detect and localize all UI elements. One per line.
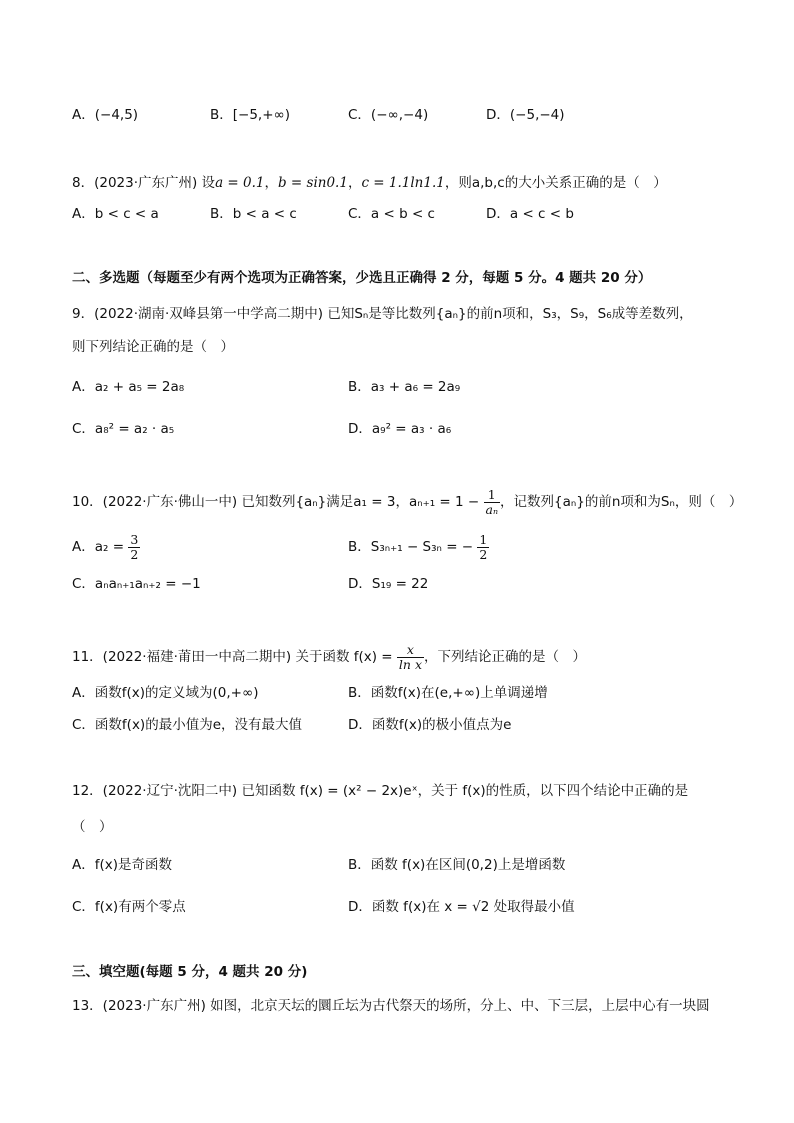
q8-stem: 8．(2023·广东广州) 设a = 0.1，b = sin0.1，c = 1.1ln1.1，则a,b,c的大小关系正确的是（ ）	[72, 175, 667, 191]
q10-option-b	[348, 530, 489, 564]
q9-option-b: B．a₃ + a₆ = 2a₉	[348, 379, 461, 395]
q10-stem	[72, 485, 742, 519]
q10-option-b-fraction	[477, 533, 489, 562]
q12-option-a: A．f(x)是奇函数	[72, 857, 173, 873]
q10-frac-num: 1	[484, 488, 501, 503]
q9-option-a: A．a₂ + a₅ = 2a₈	[72, 379, 185, 395]
q10-stem-prefix: 10．(2022·广东·佛山一中) 已知数列{aₙ}满足a₁ = 3，aₙ₊₁ = 1 −	[72, 494, 480, 510]
q12-option-d: D．函数 f(x)在 x = √2 处取得最小值	[348, 899, 575, 915]
q8-option-b: B．b < a < c	[210, 206, 297, 222]
q9-stem-line2: 则下列结论正确的是（ ）	[72, 339, 234, 355]
q7-option-d: D．(−5,−4)	[486, 107, 565, 123]
q8-stem-prefix: 8．(2023·广东广州) 设	[72, 175, 216, 191]
q11-stem-suffix: ，下列结论正确的是（ ）	[424, 649, 586, 665]
q12-option-c: C．f(x)有两个零点	[72, 899, 186, 915]
q10-stem-suffix: ，记数列{aₙ}的前n项和为Sₙ，则（ ）	[500, 494, 743, 510]
q10-option-a-den: 2	[130, 546, 139, 562]
section-3-title: 三、填空题(每题 5 分，4 题共 20 分)	[72, 964, 308, 980]
q11-option-a: A．函数f(x)的定义域为(0,+∞)	[72, 685, 259, 701]
q10-option-b-num: 1	[479, 531, 488, 547]
q12-stem-line1: 12．(2022·辽宁·沈阳二中) 已知函数 f(x) = (x² − 2x)eˣ，关于 f(x)的性质，以下四个结论中正确的是	[72, 783, 689, 799]
q11-stem	[72, 640, 586, 674]
q10-option-a-num: 3	[130, 531, 139, 547]
q8-option-a: A．b < c < a	[72, 206, 159, 222]
q10-option-a-prefix: A．a₂ =	[72, 539, 125, 555]
q10-option-c: C．aₙaₙ₊₁aₙ₊₂ = −1	[72, 576, 201, 592]
q9-option-d: D．a₉² = a₃ · a₆	[348, 421, 452, 437]
q8-option-c: C．a < b < c	[348, 206, 435, 222]
q8-stem-suffix: ，则a,b,c的大小关系正确的是（ ）	[444, 175, 667, 191]
q11-option-c: C．函数f(x)的最小值为e，没有最大值	[72, 717, 303, 733]
q7-option-b: B．[−5,+∞)	[210, 107, 291, 123]
q10-option-a	[72, 530, 140, 564]
q11-stem-prefix: 11．(2022·福建·莆田一中高二期中) 关于函数 f(x) =	[72, 649, 393, 665]
q11-frac-den: ln x	[398, 656, 422, 672]
q13-stem-line1: 13．(2023·广东广州) 如图，北京天坛的圜丘坛为古代祭天的场所，分上、中、下三层，上层中心有一块圆	[72, 998, 710, 1014]
q9-option-c: C．a₈² = a₂ · a₅	[72, 421, 175, 437]
q7-option-a: A．(−4,5)	[72, 107, 139, 123]
q12-option-b: B．函数 f(x)在区间(0,2)上是增函数	[348, 857, 566, 873]
q8-option-d: D．a < c < b	[486, 206, 574, 222]
q10-option-b-den: 2	[479, 546, 488, 562]
q8-expr-c: c = 1.1ln1.1	[361, 175, 445, 191]
q10-fraction	[484, 488, 501, 517]
q10-frac-den: aₙ	[485, 501, 499, 517]
q11-frac-num: x	[397, 643, 424, 658]
q7-option-c: C．(−∞,−4)	[348, 107, 429, 123]
q8-expr-b: b = sin0.1	[277, 175, 348, 191]
q11-option-d: D．函数f(x)的极小值点为e	[348, 717, 512, 733]
section-2-title: 二、多选题（每题至少有两个选项为正确答案，少选且正确得 2 分，每题 5 分。4 题共 20 分）	[72, 270, 652, 286]
q9-stem-line1: 9．(2022·湖南·双峰县第一中学高二期中) 已知Sₙ是等比数列{aₙ}的前n项和，S₃，S₉，S₆成等差数列，	[72, 306, 693, 322]
q11-fraction	[397, 643, 424, 672]
q10-option-a-fraction	[128, 533, 140, 562]
q12-stem-line2: （ ）	[72, 819, 113, 835]
q10-option-b-prefix: B．S₃ₙ₊₁ − S₃ₙ = −	[348, 539, 474, 555]
q8-expr-a: a = 0.1	[215, 175, 265, 191]
q10-option-d: D．S₁₉ = 22	[348, 576, 429, 592]
q11-option-b: B．函数f(x)在(e,+∞)上单调递增	[348, 685, 548, 701]
